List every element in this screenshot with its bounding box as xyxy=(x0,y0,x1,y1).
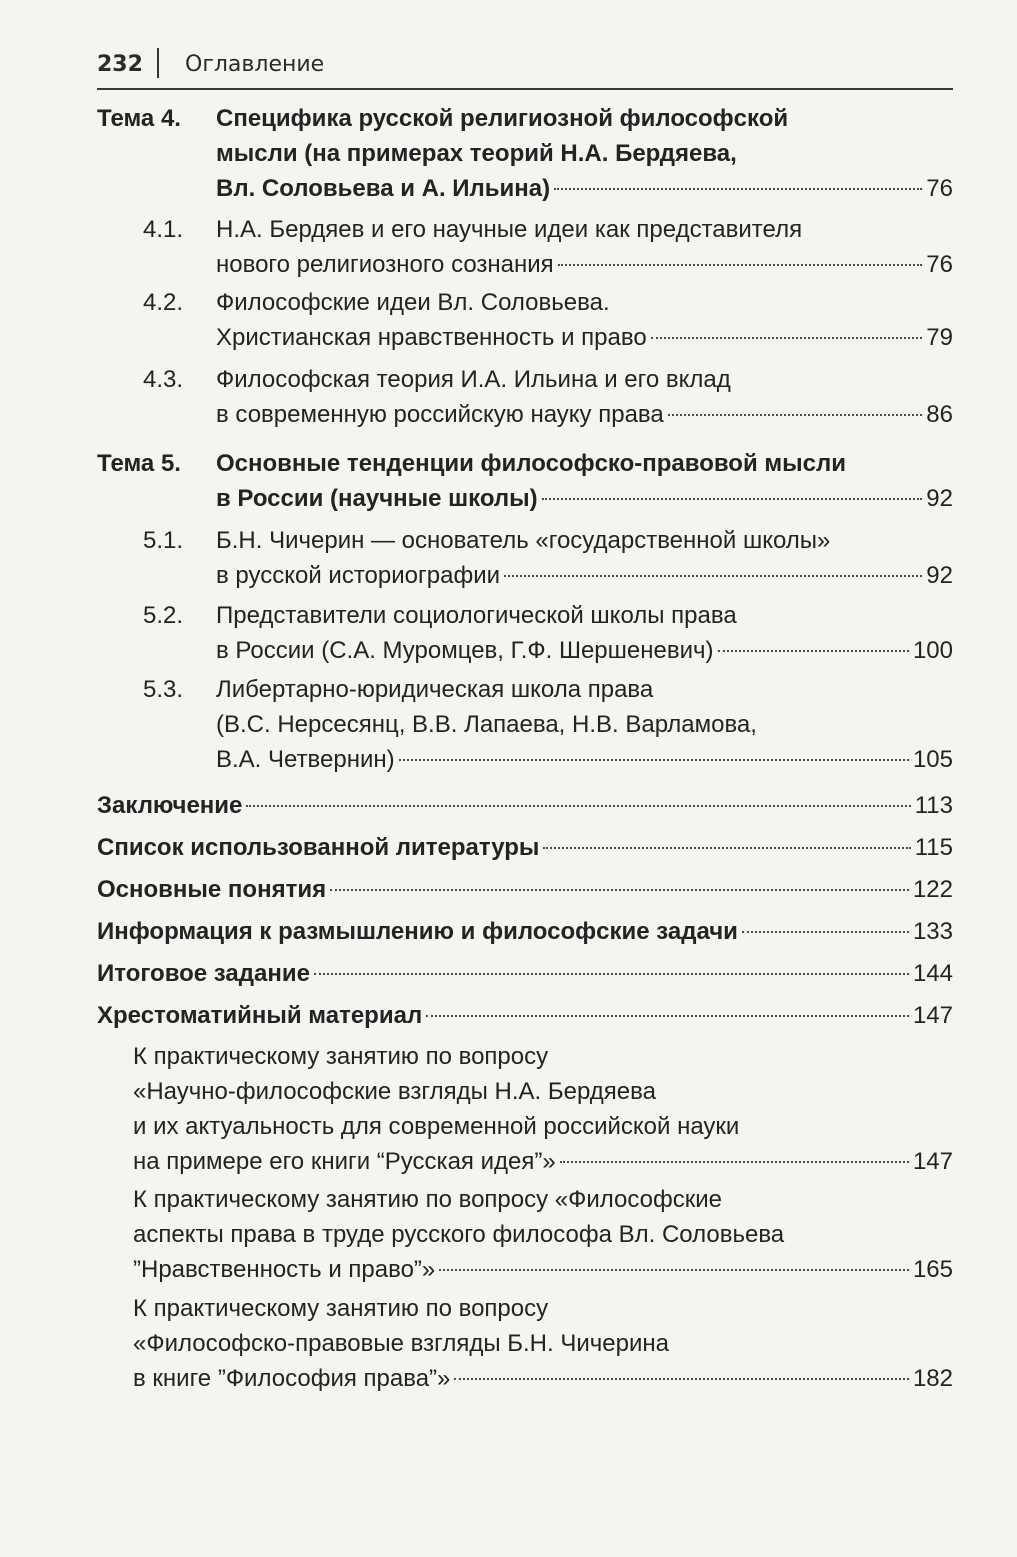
dot-leader xyxy=(426,1014,909,1017)
dot-leader xyxy=(330,888,909,891)
toc-entry-text: «Научно-философские взгляды Н.А. Бердяева xyxy=(133,1078,656,1105)
toc-entry-number: 5.3. xyxy=(143,676,184,703)
toc-entry-text: мысли (на примерах теорий Н.А. Бердяева, xyxy=(216,140,737,167)
toc-entry-text: Философская теория И.А. Ильина и его вклад xyxy=(216,366,731,393)
toc-entry-last-line xyxy=(216,559,953,593)
header-separator xyxy=(157,48,159,78)
dot-leader xyxy=(246,804,910,807)
toc-entry-last-line xyxy=(97,915,953,949)
toc-entry-text: Хрестоматийный материал xyxy=(97,1002,423,1029)
toc-entry-text: К практическому занятию по вопросу «Философские xyxy=(133,1186,723,1213)
toc-page-number: 86 xyxy=(926,401,953,428)
dot-leader xyxy=(560,1160,909,1163)
toc-page-number: 147 xyxy=(912,1148,953,1175)
toc-entry-text: Заключение xyxy=(97,792,243,819)
toc-entry-text: «Философско-правовые взгляды Б.Н. Чичерина xyxy=(133,1330,669,1357)
section-title: Оглавление xyxy=(185,52,325,77)
page-number: 232 xyxy=(97,52,143,77)
dot-leader xyxy=(439,1268,909,1271)
toc-entry-number: 4.3. xyxy=(143,366,184,393)
toc-entry-text: в книге ”Философия права”» xyxy=(133,1365,451,1392)
toc-page-number: 144 xyxy=(912,960,953,987)
toc-entry-text: Б.Н. Чичерин — основатель «государственной школы» xyxy=(216,527,831,554)
toc-entry-number: Тема 5. xyxy=(97,450,181,477)
toc-entry-last-line xyxy=(216,172,953,206)
toc-entry-text: на примере его книги “Русская идея”» xyxy=(133,1148,556,1175)
toc-entry-text: в русской историографии xyxy=(216,562,501,589)
toc-entry-last-line xyxy=(216,248,953,282)
toc-entry-text: Специфика русской религиозной философской xyxy=(216,105,789,132)
toc-entry-last-line xyxy=(97,789,953,823)
toc-page-number: 76 xyxy=(926,175,953,202)
toc-entry-text: К практическому занятию по вопросу xyxy=(133,1043,549,1070)
dot-leader xyxy=(314,972,909,975)
toc-entry-number: 5.2. xyxy=(143,602,184,629)
toc-entry-last-line xyxy=(97,873,953,907)
toc-entry-text: в современную российскую науку права xyxy=(216,401,664,428)
toc-entry-text: Основные понятия xyxy=(97,876,327,903)
toc-page-number: 113 xyxy=(914,792,953,819)
toc-entry-text: К практическому занятию по вопросу xyxy=(133,1295,549,1322)
toc-entry-text: Список использованной литературы xyxy=(97,834,540,861)
dot-leader xyxy=(543,846,910,849)
toc-page-number: 79 xyxy=(926,324,953,351)
toc-entry-text: нового религиозного сознания xyxy=(216,251,554,278)
toc-entry-text: аспекты права в труде русского философа Вл. Соловьева xyxy=(133,1221,785,1248)
dot-leader xyxy=(742,930,909,933)
toc-entry-text: Вл. Соловьева и А. Ильина) xyxy=(216,175,551,202)
toc-entry-text: Философские идеи Вл. Соловьева. xyxy=(216,289,610,316)
dot-leader xyxy=(558,263,923,266)
toc-entry-last-line xyxy=(97,999,953,1033)
toc-entry-text: Христианская нравственность и право xyxy=(216,324,647,351)
dot-leader xyxy=(542,497,923,500)
toc-entry-text: В.А. Четвернин) xyxy=(216,746,395,773)
toc-page-number: 182 xyxy=(912,1365,953,1392)
dot-leader xyxy=(718,649,909,652)
toc-page-number: 100 xyxy=(912,637,953,664)
toc-page-number: 122 xyxy=(912,876,953,903)
dot-leader xyxy=(504,574,922,577)
toc-page-number: 115 xyxy=(914,834,953,861)
toc-entry-last-line xyxy=(216,482,953,516)
toc-entry-number: 4.1. xyxy=(143,216,184,243)
toc-entry-text: (В.С. Нерсесянц, В.В. Лапаева, Н.В. Варламова, xyxy=(216,711,757,738)
dot-leader xyxy=(454,1377,909,1380)
toc-entry-number: 4.2. xyxy=(143,289,184,316)
dot-leader xyxy=(651,336,923,339)
toc-page-number: 92 xyxy=(926,485,953,512)
toc-page-number: 133 xyxy=(912,918,953,945)
toc-entry-last-line xyxy=(133,1362,953,1396)
toc-entry-last-line xyxy=(97,831,953,865)
toc-entry-number: 5.1. xyxy=(143,527,184,554)
toc-entry-last-line xyxy=(133,1253,953,1287)
dot-leader xyxy=(668,413,923,416)
toc-page-number: 147 xyxy=(912,1002,953,1029)
toc-page-number: 76 xyxy=(926,251,953,278)
running-header xyxy=(97,48,953,90)
toc-entry-text: Н.А. Бердяев и его научные идеи как представителя xyxy=(216,216,803,243)
toc-entry-last-line xyxy=(216,743,953,777)
toc-entry-text: и их актуальность для современной российской науки xyxy=(133,1113,740,1140)
toc-entry-text: Информация к размышлению и философские задачи xyxy=(97,918,738,945)
toc-page-number: 92 xyxy=(926,562,953,589)
dot-leader xyxy=(554,187,922,190)
toc-entry-text: Основные тенденции философско-правовой мысли xyxy=(216,450,846,477)
dot-leader xyxy=(399,758,909,761)
toc-page-number: 165 xyxy=(912,1256,953,1283)
toc-entry-text: Либертарно-юридическая школа права xyxy=(216,676,654,703)
toc-entry-text: в России (научные школы) xyxy=(216,485,538,512)
toc-entry-text: ”Нравственность и право”» xyxy=(133,1256,436,1283)
toc-entry-last-line xyxy=(216,634,953,668)
toc-page-number: 105 xyxy=(912,746,953,773)
toc-entry-last-line xyxy=(133,1145,953,1179)
toc-entry-last-line xyxy=(216,398,953,432)
toc-entry-text: в России (С.А. Муромцев, Г.Ф. Шершеневич) xyxy=(216,637,714,664)
toc-entry-last-line xyxy=(97,957,953,991)
toc-entry-number: Тема 4. xyxy=(97,105,181,132)
toc-entry-text: Итоговое задание xyxy=(97,960,310,987)
toc-entry-last-line xyxy=(216,321,953,355)
toc-entry-text: Представители социологической школы права xyxy=(216,602,737,629)
